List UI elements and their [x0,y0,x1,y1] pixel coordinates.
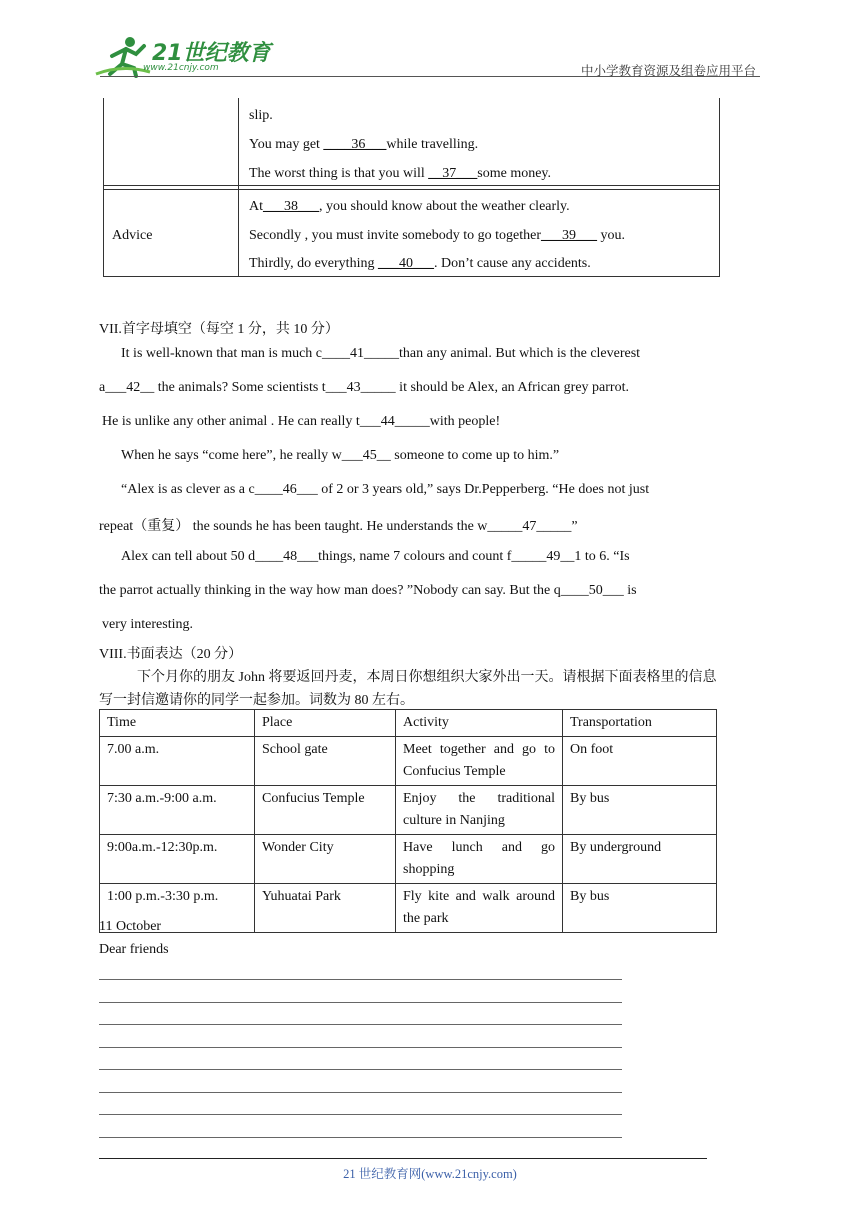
advice-label: Advice [112,228,153,243]
table-line: Secondly , you must invite somebody to go together___39___ you. [249,228,626,243]
logo-url: www.21cnjy.com [143,63,219,73]
passage-line: He is unlike any other animal . He can really t___44_____with people! [102,414,501,429]
cell: Have lunch and go shopping [396,835,563,884]
cell: On foot [563,737,717,786]
logo-text: 21世纪教育 [152,41,271,66]
cell: School gate [255,737,396,786]
header-cell: Time [100,710,255,737]
writing-prompt: 写一封信邀请你的同学一起参加。词数为 80 左右。 [99,693,414,708]
passage-line: “Alex is as clever as a c____46___ of 2 or 3 years old,” says Dr.Pepperberg. “He does not just [121,482,650,497]
table-header-row [100,710,717,737]
table-row [100,884,717,933]
cell: Fly kite and walk around the park [396,884,563,933]
blank-40[interactable]: ___40___ [377,256,434,271]
table-line: Thirdly, do everything ___40___. Don’t cause any accidents. [249,256,591,271]
passage-line: It is well-known that man is much c____41_____than any animal. But which is the cleverest [121,346,641,361]
platform-title: 中小学教育资源及组卷应用平台 [580,64,756,78]
blank-37[interactable]: __37___ [428,166,478,181]
activity-table [99,709,717,933]
cell: Yuhuatai Park [255,884,396,933]
cell: 7:30 a.m.-9:00 a.m. [100,786,255,835]
cell: By bus [563,884,717,933]
writing-prompt: 下个月你的朋友 John 将要返回丹麦，本周日你想组织大家外出一天。请根据下面表格里的信息 [137,670,717,685]
cell: Enjoy the traditional culture in Nanjing [396,786,563,835]
writing-line[interactable] [99,1069,622,1070]
cell: 9:00a.m.-12:30p.m. [100,835,255,884]
footer-source[interactable]: 21 世纪教育网(www.21cnjy.com) [343,1167,517,1181]
letter-date: 11 October [99,919,162,934]
writing-line[interactable] [99,1002,622,1003]
table-line: slip. [249,108,273,123]
section-7-title: VII.首字母填空（每空 1 分，共 10 分） [99,322,339,337]
section-8-title: VIII.书面表达（20 分） [99,647,243,662]
header-cell: Place [255,710,396,737]
blank-36[interactable]: ____36___ [323,137,387,152]
cell: By underground [563,835,717,884]
writing-line[interactable] [99,979,622,980]
passage-line: very interesting. [102,617,193,632]
table-line: You may get ____36___while travelling. [249,137,479,152]
writing-line[interactable] [99,1024,622,1025]
passage-line: a___42__ the animals? Some scientists t___43_____ it should be Alex, an African grey parrot. [99,380,629,395]
blank-38[interactable]: ___38___ [263,199,319,214]
cell: Wonder City [255,835,396,884]
passage-line: When he says “come here”, he really w___45__ someone to come up to him.” [121,448,560,463]
passage-line: the parrot actually thinking in the way how man does? ”Nobody can say. But the q____50___ is [99,583,637,598]
header-divider [100,76,760,77]
writing-line[interactable] [99,1092,622,1093]
footer-divider [99,1158,707,1159]
table-line: At___38___, you should know about the weather clearly. [249,199,570,214]
passage-line: Alex can tell about 50 d____48___things, name 7 colours and count f_____49__1 to 6. “Is [121,549,630,564]
letter-greeting: Dear friends [99,942,169,957]
cell: By bus [563,786,717,835]
passage-outline-table [103,98,720,277]
table-line: The worst thing is that you will __37___some money. [249,166,552,181]
cell: 7.00 a.m. [100,737,255,786]
cell: Confucius Temple [255,786,396,835]
writing-line[interactable] [99,1047,622,1048]
header-cell: Transportation [563,710,717,737]
passage-line: repeat（重复） the sounds he has been taught. He understands the w_____47_____” [99,519,578,534]
blank-39[interactable]: ___39___ [541,228,598,243]
table-row [100,835,717,884]
table-row [100,737,717,786]
table-row [100,786,717,835]
header-cell: Activity [396,710,563,737]
cell: Meet together and go to Confucius Temple [396,737,563,786]
writing-line[interactable] [99,1114,622,1115]
cell: 1:00 p.m.-3:30 p.m. [100,884,255,933]
writing-line[interactable] [99,1137,622,1138]
